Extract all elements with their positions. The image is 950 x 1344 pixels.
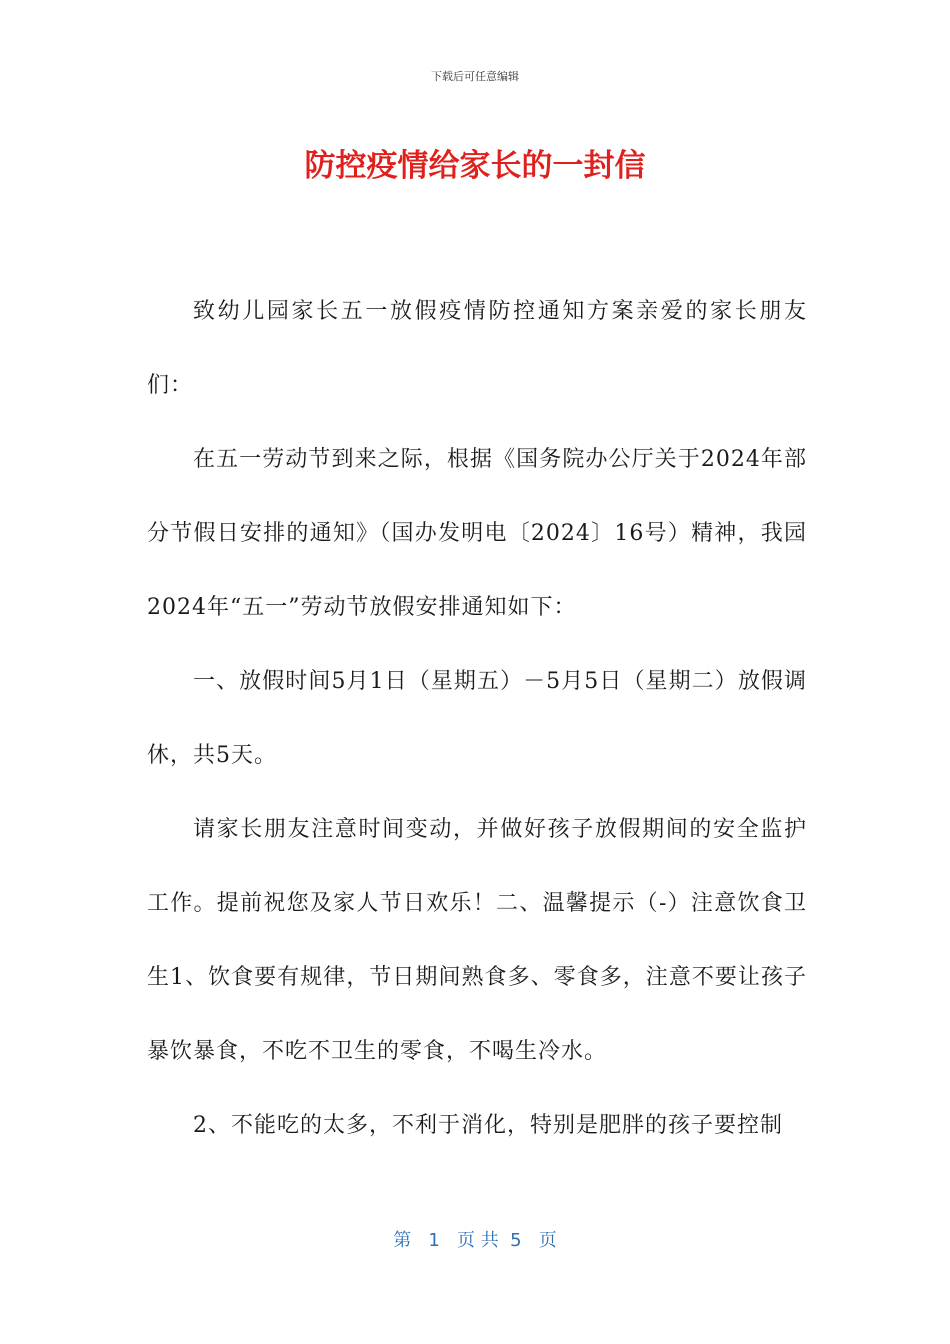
paragraph: 请家长朋友注意时间变动，并做好孩子放假期间的安全监护工作。提前祝您及家人节日欢乐！二、温馨提示（-）注意饮食卫生1、饮食要有规律，节日期间熟食多、零食多，注意不要让孩子暴饮暴食，不吃不卫生的零食，不喝生冷水。 [147, 817, 807, 1064]
document-title: 防控疫情给家长的一封信 [304, 148, 646, 184]
header-note: 下载后可任意编辑 [431, 70, 519, 83]
paragraph: 在五一劳动节到来之际，根据《国务院办公厅关于2024年部分节假日安排的通知》（国办发明电〔2024〕16号）精神，我园2024年“五一”劳动节放假安排通知如下： [147, 447, 807, 620]
paragraph: 一、放假时间5月1日（星期五）－5月5日（星期二）放假调休，共5天。 [147, 669, 807, 768]
current-page-number: 1 [428, 1230, 440, 1251]
paragraph: 致幼儿园家长五一放假疫情防控通知方案亲爱的家长朋友们： [147, 299, 807, 398]
document-body [147, 275, 807, 1163]
total-pages-number: 5 [510, 1230, 522, 1251]
paragraph: 2、不能吃的太多，不利于消化，特别是肥胖的孩子要控制 [193, 1113, 783, 1138]
page-footer [0, 1226, 950, 1252]
page-label-middle: 页 共 [456, 1230, 499, 1251]
page-label-suffix: 页 [538, 1230, 557, 1251]
page-label-prefix: 第 [393, 1230, 412, 1251]
